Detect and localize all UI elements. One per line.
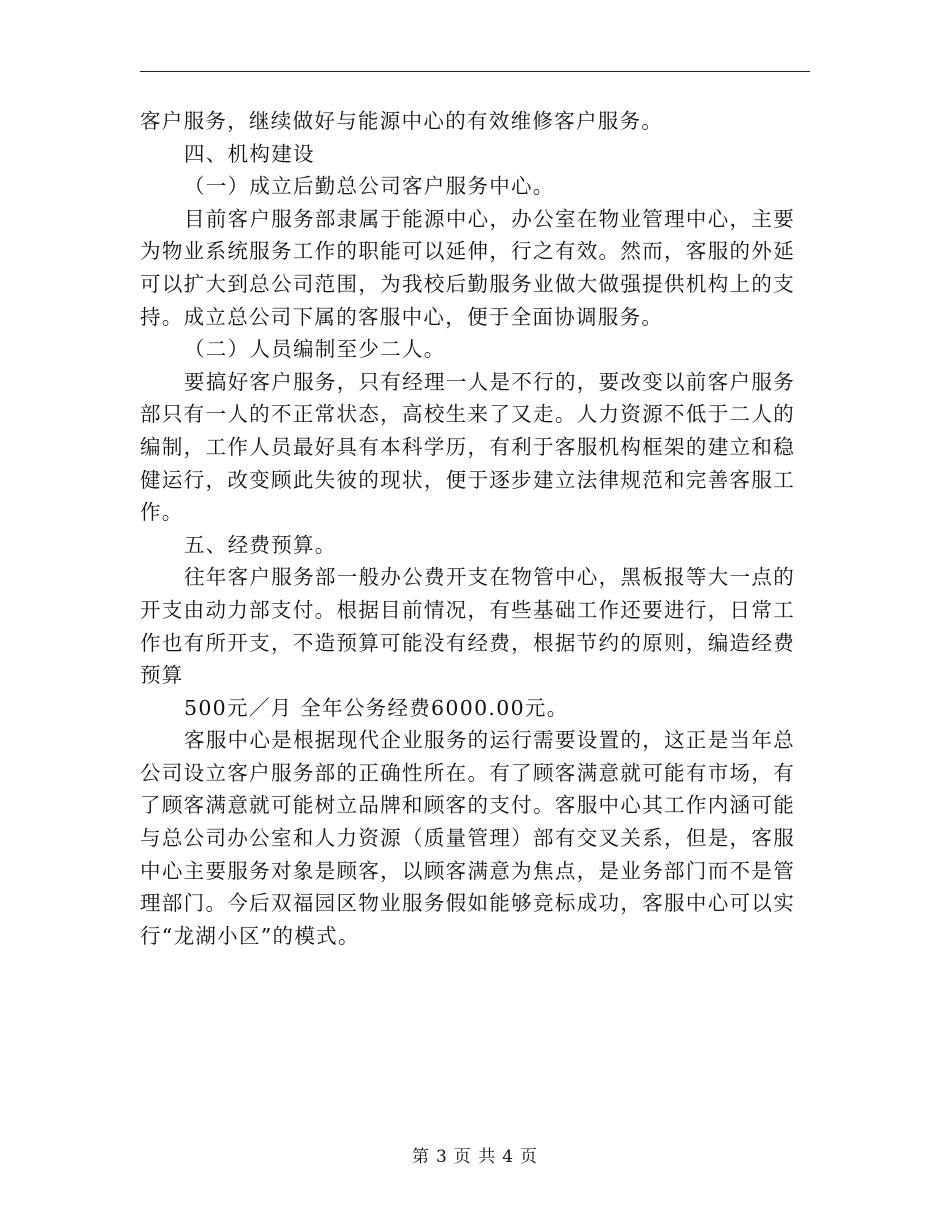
total-pages-number: 4 [502,1147,515,1167]
paragraph: 往年客户服务部一般办公费开支在物管中心，黑板报等大一点的开支由动力部支付。根据目前情况，有些基础工作还要进行，日常工作也有所开支，不造预算可能没有经费，根据节约的原则，编造经费预算 [140,565,795,688]
footer-suffix: 页 [520,1147,539,1167]
subsection-heading: （一）成立后勤总公司客户服务中心。 [184,174,555,199]
footer-middle: 页 共 [453,1147,497,1167]
document-body [140,105,795,952]
header-rule [140,71,810,72]
current-page-number: 3 [435,1147,448,1167]
subsection-heading: （二）人员编制至少二人。 [184,337,446,362]
footer-prefix: 第 [411,1147,430,1167]
paragraph: 客服中心是根据现代企业服务的运行需要设置的，这正是当年总公司设立客户服务部的正确性所在。有了顾客满意就可能有市场，有了顾客满意就可能树立品牌和顾客的支付。客服中心其工作内涵可能与总公司办公室和人力资源（质量管理）部有交叉关系，但是，客服中心主要服务对象是顾客，以顾客满意为焦点，是业务部门而不是管理部门。今后双福园区物业服务假如能够竞标成功，客服中心可以实行“龙湖小区”的模式。 [140,728,795,948]
section-heading: 五、经费预算。 [184,532,337,557]
budget-line: 500元／月 全年公务经费6000.00元。 [184,695,569,720]
paragraph: 客户服务，继续做好与能源中心的有效维修客户服务。 [140,109,664,133]
section-heading: 四、机构建设 [184,141,315,166]
page-footer [0,1147,950,1167]
paragraph: 要搞好客户服务，只有经理一人是不行的，要改变以前客户服务部只有一人的不正常状态，高校生来了又走。人力资源不低于二人的编制，工作人员最好具有本科学历，有利于客服机构框架的建立和稳健运行，改变顾此失彼的现状，便于逐步建立法律规范和完善客服工作。 [140,369,795,525]
paragraph: 目前客户服务部隶属于能源中心，办公室在物业管理中心，主要为物业系统服务工作的职能可以延伸，行之有效。然而，客服的外延可以扩大到总公司范围，为我校后勤服务业做大做强提供机构上的支持。成立总公司下属的客服中心，便于全面协调服务。 [140,206,795,329]
